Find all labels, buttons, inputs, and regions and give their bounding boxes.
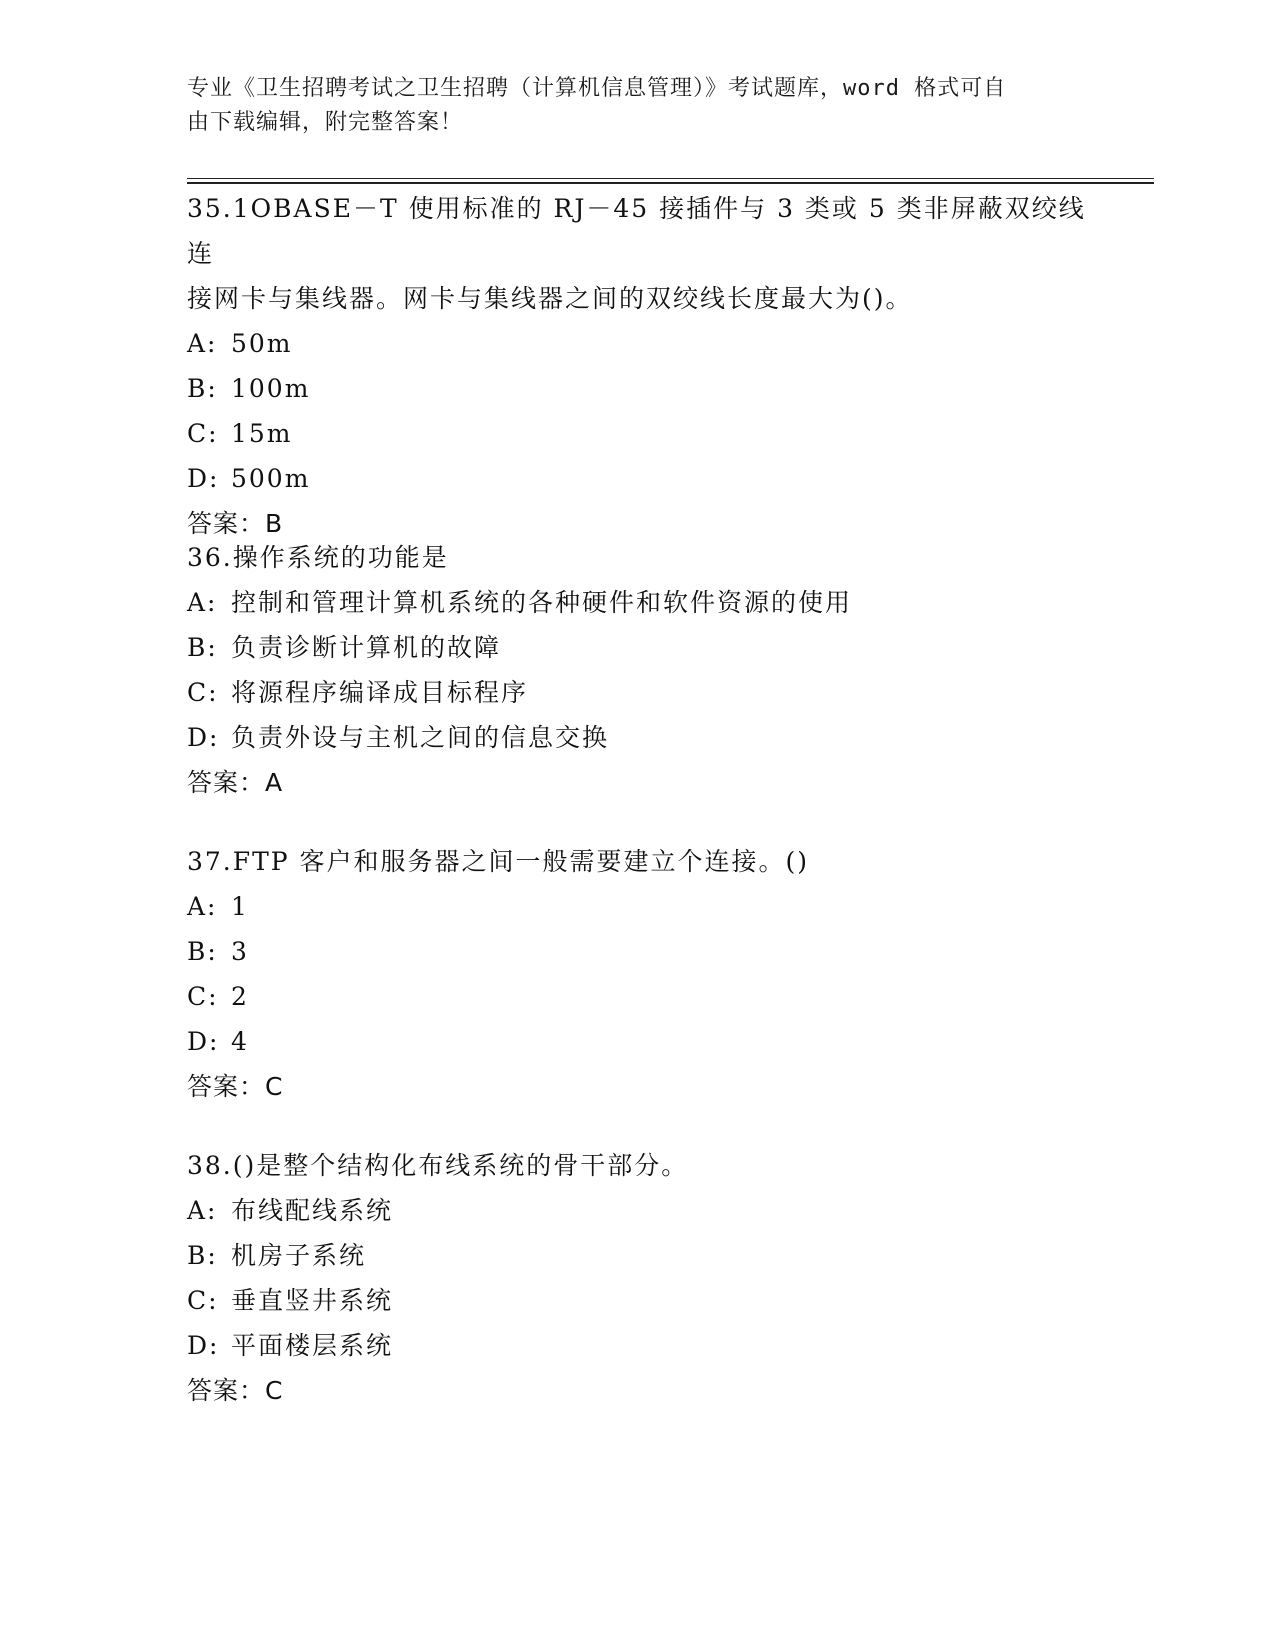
option-text: 4 <box>231 1027 249 1056</box>
option-text: 500m <box>231 464 311 493</box>
question-option <box>187 1019 1087 1064</box>
question-option <box>187 411 1087 456</box>
question-stem-line: 38.()是整个结构化布线系统的骨干部分。 <box>187 1151 689 1180</box>
option-text: 机房子系统 <box>231 1241 367 1270</box>
header-divider-thick <box>187 182 1154 184</box>
question-option <box>187 929 1087 974</box>
option-key: A: <box>187 1196 218 1225</box>
question-37 <box>187 839 1087 1109</box>
question-option <box>187 456 1087 501</box>
option-text: 布线配线系统 <box>231 1196 394 1225</box>
question-option <box>187 1278 1087 1323</box>
question-stem-line: 37.FTP 客户和服务器之间一般需要建立个连接。() <box>187 847 810 876</box>
option-text: 50m <box>231 329 293 358</box>
option-key: C: <box>187 1286 219 1315</box>
option-text: 控制和管理计算机系统的各种硬件和软件资源的使用 <box>231 588 853 617</box>
option-key: D: <box>187 1331 220 1360</box>
question-answer: 答案：C <box>187 1072 284 1101</box>
option-text: 负责诊断计算机的故障 <box>231 633 502 662</box>
document-header <box>187 72 1087 140</box>
option-key: C: <box>187 982 219 1011</box>
option-key: B: <box>187 633 218 662</box>
option-key: B: <box>187 374 218 403</box>
question-option <box>187 1188 1087 1233</box>
option-text: 负责外设与主机之间的信息交换 <box>231 723 610 752</box>
option-text: 15m <box>231 419 293 448</box>
option-key: A: <box>187 588 218 617</box>
question-stem-line: 36.操作系统的功能是 <box>187 543 449 572</box>
option-text: 3 <box>231 937 249 966</box>
question-stem-line: 接网卡与集线器。网卡与集线器之间的双绞线长度最大为()。 <box>187 284 913 313</box>
option-text: 2 <box>231 982 249 1011</box>
question-36 <box>187 535 1087 805</box>
question-answer: 答案：B <box>187 509 284 538</box>
question-option <box>187 1323 1087 1368</box>
question-option <box>187 670 1087 715</box>
header-line-1: 专业《卫生招聘考试之卫生招聘（计算机信息管理）》考试题库，word 格式可自 <box>187 76 1007 101</box>
option-text: 100m <box>231 374 311 403</box>
question-option <box>187 366 1087 411</box>
option-key: D: <box>187 1027 220 1056</box>
question-option <box>187 580 1087 625</box>
option-key: D: <box>187 464 220 493</box>
option-key: C: <box>187 419 219 448</box>
option-text: 将源程序编译成目标程序 <box>231 678 529 707</box>
question-stem-line: 35.1OBASE－T 使用标准的 RJ－45 接插件与 3 类或 5 类非屏蔽双绞线连 <box>187 194 1086 268</box>
question-option <box>187 321 1087 366</box>
option-text: 垂直竖井系统 <box>231 1286 394 1315</box>
option-key: D: <box>187 723 220 752</box>
question-option <box>187 625 1087 670</box>
header-divider-thin <box>187 178 1154 179</box>
question-option <box>187 884 1087 929</box>
question-38 <box>187 1143 1087 1413</box>
option-text: 平面楼层系统 <box>231 1331 394 1360</box>
option-text: 1 <box>231 892 249 921</box>
question-answer: 答案：C <box>187 1376 284 1405</box>
question-option <box>187 974 1087 1019</box>
header-line-2: 由下载编辑，附完整答案！ <box>187 110 464 135</box>
option-key: B: <box>187 1241 218 1270</box>
option-key: A: <box>187 329 218 358</box>
question-option <box>187 1233 1087 1278</box>
question-answer: 答案：A <box>187 768 284 797</box>
question-35 <box>187 186 1087 546</box>
option-key: B: <box>187 937 218 966</box>
option-key: A: <box>187 892 218 921</box>
option-key: C: <box>187 678 219 707</box>
question-option <box>187 715 1087 760</box>
